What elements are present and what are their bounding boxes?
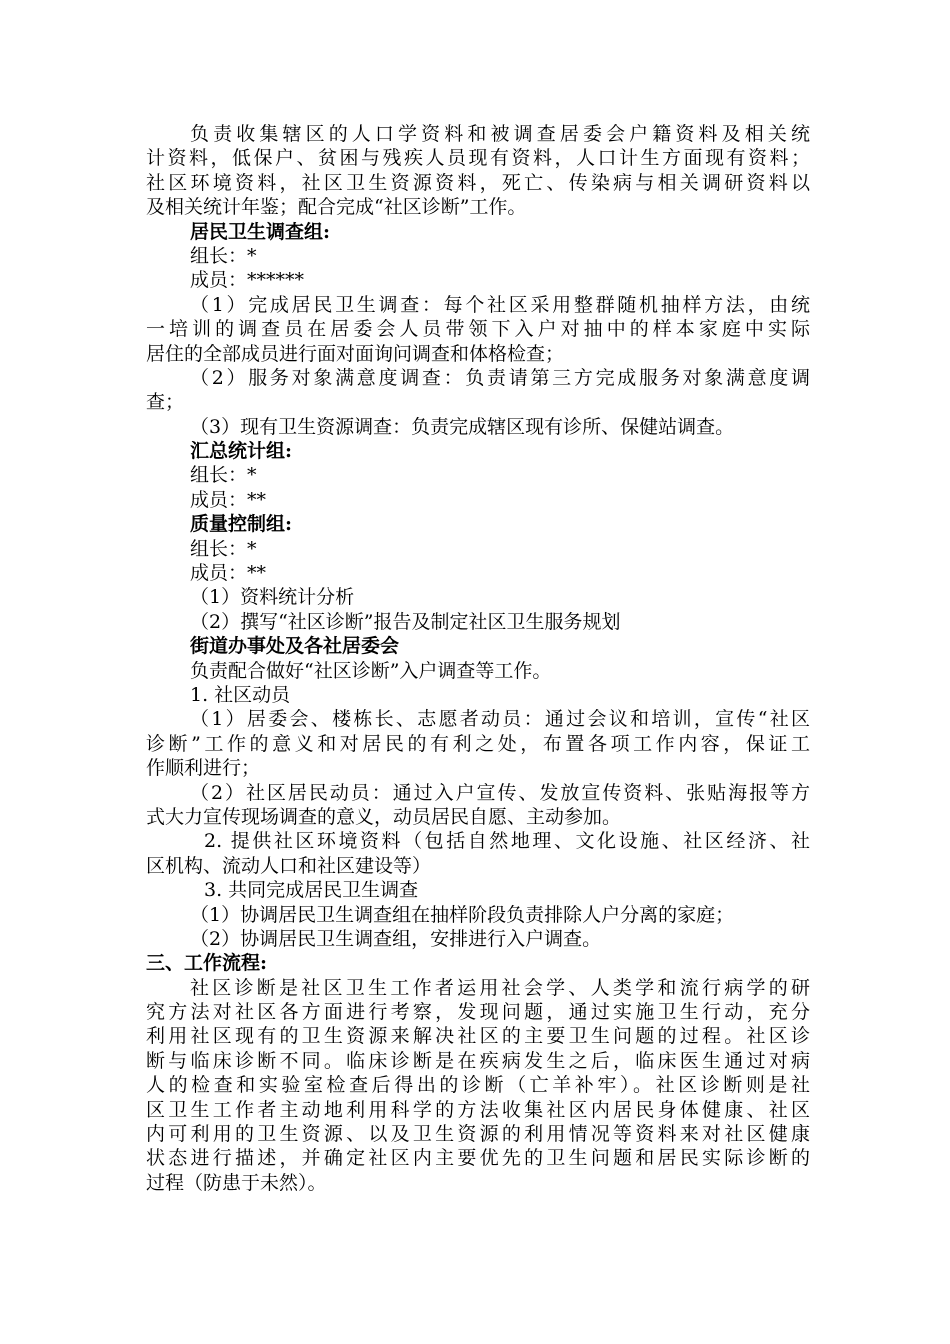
members-line: 成员：****** xyxy=(190,269,305,292)
section-heading: 汇总统计组: xyxy=(190,440,293,463)
section-heading: 质量控制组: xyxy=(190,513,293,536)
paragraph-line: 查； xyxy=(146,391,185,414)
paragraph-line: 及相关统计年鉴；配合完成“社区诊断”工作。 xyxy=(146,196,527,219)
paragraph-line: 负责配合做好“社区诊断”入户调查等工作。 xyxy=(190,659,552,682)
paragraph-line: 居住的全部成员进行面对面询问调查和体格检查； xyxy=(146,342,565,365)
members-line: 成员：** xyxy=(190,562,267,585)
paragraph-line: （2）社区居民动员：通过入户宣传、发放宣传资料、张贴海报等方 xyxy=(190,781,810,804)
section-heading: 街道办事处及各社居委会 xyxy=(190,635,400,658)
paragraph-line: 计资料，低保户、贫困与残疾人员现有资料，人口计生方面现有资料； xyxy=(146,147,810,170)
paragraph-line: （3）现有卫生资源调查：负责完成辖区现有诊所、保健站调查。 xyxy=(190,415,735,438)
list-item: （2）撰写“社区诊断”报告及制定社区卫生服务规划 xyxy=(190,610,621,633)
paragraph-line: 2. 提供社区环境资料（包括自然地理、文化设施、社区经济、社 xyxy=(204,830,810,853)
paragraph-line: 一培训的调查员在居委会人员带领下入户对抽中的样本家庭中实际 xyxy=(146,318,810,341)
paragraph-line: （1）协调居民卫生调查组在抽样阶段负责排除人户分离的家庭； xyxy=(190,903,735,926)
section-heading: 三、工作流程: xyxy=(146,952,268,975)
leader-line: 组长：* xyxy=(190,464,257,487)
list-item: 1. 社区动员 xyxy=(190,683,291,706)
members-line: 成员：** xyxy=(190,488,267,511)
paragraph-line: 究方法对社区各方面进行考察，发现问题，通过实施卫生行动，充分 xyxy=(146,1001,810,1024)
leader-line: 组长：* xyxy=(190,537,257,560)
paragraph-line: 作顺利进行； xyxy=(146,757,261,780)
paragraph-line: 内可利用的卫生资源、以及卫生资源的利用情况等资料来对社区健康 xyxy=(146,1123,810,1146)
list-item: 3. 共同完成居民卫生调查 xyxy=(204,879,419,902)
paragraph-line: 利用社区现有的卫生资源来解决社区的主要卫生问题的过程。社区诊 xyxy=(146,1025,810,1048)
paragraph-line: 人的检查和实验室检查后得出的诊断（亡羊补牢）。社区诊断则是社 xyxy=(146,1074,810,1097)
paragraph-line: （2）服务对象满意度调查：负责请第三方完成服务对象满意度调 xyxy=(190,366,810,389)
leader-line: 组长：* xyxy=(190,244,257,267)
body-text xyxy=(146,122,810,1195)
paragraph-line: （2）协调居民卫生调查组，安排进行入户调查。 xyxy=(190,927,602,950)
paragraph-line: 区机构、流动人口和社区建设等） xyxy=(146,854,432,877)
paragraph-line: 区卫生工作者主动地利用科学的方法收集社区内居民身体健康、社区 xyxy=(146,1098,810,1121)
paragraph-line: 社区诊断是社区卫生工作者运用社会学、人类学和流行病学的研 xyxy=(190,976,810,999)
paragraph-line: （1）完成居民卫生调查：每个社区采用整群随机抽样方法，由统 xyxy=(190,293,810,316)
section-heading: 居民卫生调查组: xyxy=(190,220,331,243)
paragraph-line: 过程（防患于未然）。 xyxy=(146,1171,327,1194)
paragraph-line: 社区环境资料，社区卫生资源资料，死亡、传染病与相关调研资料以 xyxy=(146,171,810,194)
paragraph-line: 诊断”工作的意义和对居民的有利之处，布置各项工作内容，保证工 xyxy=(146,732,810,755)
paragraph-line: 式大力宣传现场调查的意义，动员居民自愿、主动参加。 xyxy=(146,805,622,828)
paragraph-line: 断与临床诊断不同。临床诊断是在疾病发生之后，临床医生通过对病 xyxy=(146,1049,810,1072)
paragraph-line: 负责收集辖区的人口学资料和被调查居委会户籍资料及相关统 xyxy=(190,123,810,145)
paragraph-line: 状态进行描述，并确定社区内主要优先的卫生问题和居民实际诊断的 xyxy=(146,1147,810,1170)
list-item: （1）资料统计分析 xyxy=(190,586,355,609)
paragraph-line: （1）居委会、楼栋长、志愿者动员：通过会议和培训，宣传“社区 xyxy=(190,708,810,731)
